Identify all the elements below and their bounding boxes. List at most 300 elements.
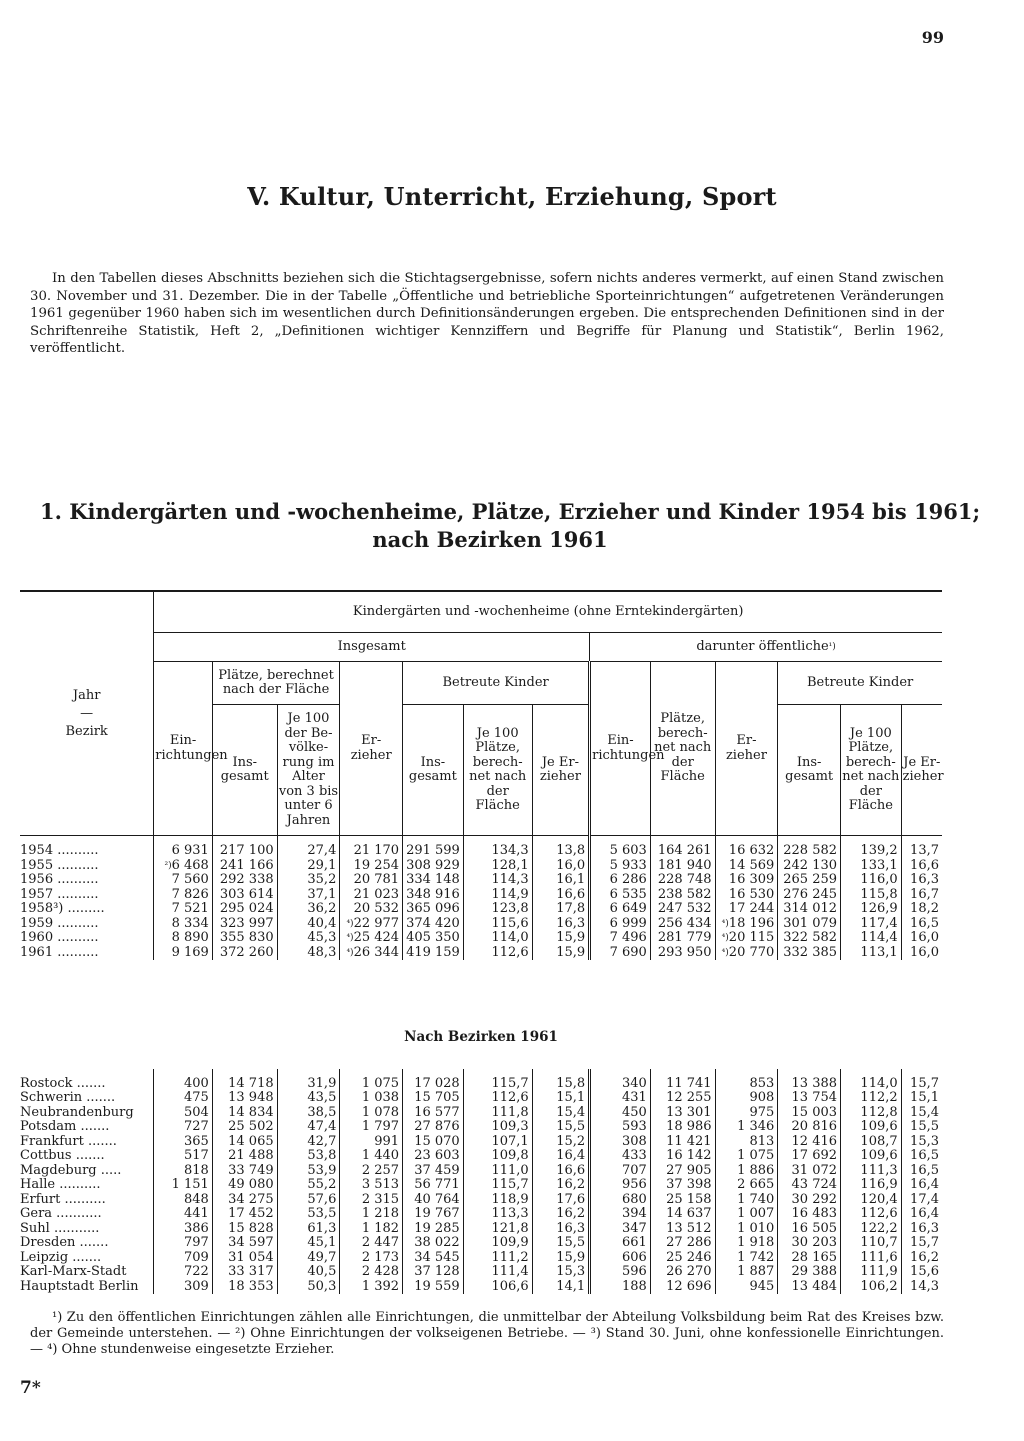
year-row-value: 17,8 (556, 901, 586, 916)
district-row-label (20, 1091, 154, 1106)
district-row-value: 42,7 (307, 1133, 337, 1149)
year-row-label (20, 836, 154, 859)
district-row-cell-c11 (778, 1207, 841, 1222)
district-row-cell-c7 (532, 1222, 589, 1237)
district-row-cell-c10 (715, 1178, 778, 1193)
district-row-value: 15,3 (556, 1264, 586, 1279)
year-row-cell-c6 (463, 931, 532, 946)
district-row-value: 504 (184, 1104, 209, 1120)
district-row-cell-c3 (277, 1069, 340, 1092)
year-row-value: 372 260 (219, 944, 274, 960)
district-row-cell-c7 (532, 1069, 589, 1092)
district-row-value: 1 392 (361, 1278, 400, 1294)
district-row-cell-c9 (650, 1149, 715, 1164)
table-title (40, 498, 981, 554)
district-row-value: 43,5 (307, 1090, 337, 1105)
district-row-value: 2 447 (361, 1235, 400, 1250)
col-public-children-total: Ins-gesamt (778, 705, 841, 836)
district-row-cell-c12 (841, 1280, 902, 1295)
year-row-cell-c7 (532, 859, 589, 874)
district-row-value: 109,6 (860, 1148, 898, 1163)
year-row-value: 16 632 (728, 843, 775, 858)
year-row-value: 7 560 (171, 872, 209, 887)
year-row-cell-c12 (841, 902, 902, 917)
district-row (20, 1091, 942, 1106)
district-row-cell-c11 (778, 1178, 841, 1193)
district-row-cell-c12 (841, 1236, 902, 1251)
year-row-value: 308 929 (406, 857, 460, 873)
district-row-value: 106,6 (491, 1278, 529, 1294)
district-row-value: 55,2 (307, 1177, 337, 1192)
district-row-cell-c8 (590, 1193, 651, 1208)
district-row-cell-c4 (340, 1207, 403, 1222)
district-row-cell-c1 (154, 1251, 213, 1266)
district-row-cell-c12 (841, 1251, 902, 1266)
year-row-cell-c11 (778, 917, 841, 932)
year-row-value: 16,1 (556, 872, 586, 887)
district-row-value: 1 918 (737, 1235, 775, 1250)
district-row-cell-c13 (901, 1091, 942, 1106)
year-row-value: 16,7 (910, 886, 939, 902)
district-row-cell-c3 (277, 1236, 340, 1251)
district-row (20, 1251, 942, 1266)
year-row-cell-c1 (154, 859, 213, 874)
district-row-value: 709 (184, 1249, 209, 1265)
district-row-cell-c5 (403, 1106, 464, 1121)
district-row-value: 15,7 (910, 1075, 939, 1091)
district-row-value: 50,3 (307, 1278, 337, 1294)
district-row-label (20, 1236, 154, 1251)
district-row-cell-c13 (901, 1164, 942, 1179)
year-row-value: 322 582 (783, 930, 838, 945)
year-row-value: 123,8 (491, 901, 529, 916)
district-row-cell-c10 (715, 1091, 778, 1106)
district-row-cell-c2 (212, 1280, 277, 1295)
year-row-value: 114,4 (860, 930, 898, 945)
district-row-value: 16,4 (910, 1177, 939, 1192)
district-row-value: 111,9 (860, 1264, 898, 1279)
district-row-value: 53,8 (307, 1148, 337, 1163)
header-group-public (590, 633, 942, 662)
district-row-cell-c5 (403, 1207, 464, 1222)
district-row-cell-c11 (778, 1280, 841, 1295)
col-children-per-educator: Je Er-zieher (532, 705, 589, 836)
district-row-label-text: Karl-Marx-Stadt (20, 1264, 127, 1279)
district-row-value: 475 (184, 1090, 209, 1105)
district-row-value: 114,0 (860, 1075, 898, 1091)
year-row-cell-c4 (340, 836, 403, 859)
district-row-value: 1 038 (361, 1090, 400, 1105)
district-row-cell-c7 (532, 1120, 589, 1135)
district-row-value: 17,6 (556, 1191, 586, 1207)
year-row-value: 20 781 (353, 872, 400, 887)
district-row-cell-c9 (650, 1222, 715, 1237)
district-row-cell-c13 (901, 1069, 942, 1092)
year-row-cell-c1 (154, 931, 213, 946)
year-row-label-text: 1955 .......... (20, 857, 99, 873)
district-row (20, 1120, 942, 1135)
year-row-value: 15,9 (556, 930, 586, 945)
district-row-cell-c8 (590, 1265, 651, 1280)
district-row-cell-c9 (650, 1207, 715, 1222)
district-row-cell-c6 (463, 1265, 532, 1280)
district-row-value: 53,5 (307, 1206, 337, 1221)
district-row-value: 17 692 (791, 1148, 838, 1163)
year-row-value: 314 012 (783, 901, 838, 916)
district-row-value: 16 142 (666, 1148, 712, 1163)
district-row-cell-c2 (212, 1265, 277, 1280)
district-row-cell-c7 (532, 1135, 589, 1150)
district-row (20, 1193, 942, 1208)
year-row-value: 16,3 (556, 915, 586, 931)
district-row-cell-c13 (901, 1193, 942, 1208)
year-row-footnote-mark: ⁴) (346, 933, 354, 943)
district-row-value: 112,6 (491, 1090, 529, 1105)
year-row-cell-c7 (532, 946, 589, 961)
district-row-cell-c9 (650, 1193, 715, 1208)
col-public-children-per-educator: Je Er-zieher (901, 705, 942, 836)
district-row-cell-c8 (590, 1149, 651, 1164)
year-row-label-text: 1960 .......... (20, 930, 99, 945)
year-row-cell-c3 (277, 931, 340, 946)
year-row-value: 228 582 (783, 843, 838, 858)
district-row-value: 14 637 (666, 1206, 712, 1221)
district-row-cell-c6 (463, 1193, 532, 1208)
year-row-value: 374 420 (406, 915, 460, 931)
district-row (20, 1236, 942, 1251)
district-row-cell-c11 (778, 1193, 841, 1208)
year-row-value: 134,3 (491, 843, 529, 858)
district-row-value: 16,2 (910, 1249, 939, 1265)
district-row-value: 14,3 (910, 1278, 939, 1294)
district-row-cell-c10 (715, 1149, 778, 1164)
district-row-value: 15,5 (910, 1119, 939, 1134)
district-row-value: 121,8 (491, 1220, 529, 1236)
district-row-value: 1 886 (737, 1162, 775, 1178)
district-row (20, 1222, 942, 1237)
year-row-value: 115,8 (860, 886, 898, 902)
year-row-cell-c11 (778, 888, 841, 903)
district-row-value: 441 (184, 1206, 209, 1221)
year-row-cell-c10 (715, 859, 778, 874)
year-row-value: 217 100 (219, 843, 274, 858)
year-row-value: 114,3 (491, 872, 529, 887)
district-row-value: 111,8 (491, 1104, 529, 1120)
district-row-cell-c8 (590, 1251, 651, 1266)
year-row-cell-c10 (715, 873, 778, 888)
district-row-value: 34 545 (414, 1249, 460, 1265)
year-row-label-text: 1958³) ......... (20, 901, 105, 916)
district-row-cell-c1 (154, 1149, 213, 1164)
col-children-per-100: Je 100 Plätze, berech-net nach der Fläche (463, 705, 532, 836)
district-row-cell-c4 (340, 1091, 403, 1106)
district-row-value: 37 128 (414, 1264, 460, 1279)
district-row-cell-c11 (778, 1135, 841, 1150)
district-row-cell-c4 (340, 1149, 403, 1164)
district-row-value: 15,8 (556, 1075, 586, 1091)
district-row-cell-c4 (340, 1120, 403, 1135)
year-row-value: 5 603 (609, 843, 647, 858)
district-row-cell-c1 (154, 1164, 213, 1179)
year-row-cell-c8 (590, 917, 651, 932)
year-row-cell-c10 (715, 902, 778, 917)
year-row-cell-c3 (277, 946, 340, 961)
col-children-total: Ins-gesamt (403, 705, 464, 836)
district-row-label-text: Leipzig ....... (20, 1249, 102, 1265)
district-row-value: 13 484 (791, 1278, 838, 1294)
district-row-cell-c12 (841, 1193, 902, 1208)
district-row-value: 2 428 (361, 1264, 400, 1279)
district-row-value: 29 388 (791, 1264, 838, 1279)
district-row-cell-c4 (340, 1280, 403, 1295)
district-row-cell-c2 (212, 1164, 277, 1179)
district-row-value: 13 301 (666, 1104, 712, 1120)
table-title-line-2: nach Bezirken 1961 (372, 527, 608, 552)
year-row-cell-c3 (277, 917, 340, 932)
year-row-value: 35,2 (307, 872, 337, 887)
district-row-value: 11 741 (666, 1075, 712, 1091)
district-row-value: 34 597 (228, 1235, 274, 1250)
year-row-value: 265 259 (783, 872, 838, 887)
year-row-value: 13,7 (910, 843, 939, 858)
district-row-cell-c9 (650, 1120, 715, 1135)
year-row-value: 301 079 (783, 915, 838, 931)
year-row-footnote-mark: ²) (164, 860, 172, 871)
district-row-value: 908 (749, 1090, 775, 1105)
year-row-value: 228 748 (657, 872, 712, 887)
district-row-value: 12 696 (666, 1278, 712, 1294)
year-row-value: 18,2 (910, 901, 939, 916)
district-row-value: 27 905 (666, 1162, 712, 1178)
district-row-value: 25 158 (666, 1191, 712, 1207)
district-row-value: 120,4 (860, 1191, 898, 1207)
year-row (20, 902, 942, 917)
year-row-cell-c3 (277, 836, 340, 859)
district-row-label (20, 1280, 154, 1295)
district-row-value: 111,0 (491, 1162, 529, 1178)
district-row-cell-c6 (463, 1106, 532, 1121)
year-row-value: 164 261 (657, 843, 712, 858)
district-row-value: 109,9 (491, 1235, 529, 1250)
year-row-value: 21 170 (353, 843, 400, 858)
year-row-cell-c9 (650, 859, 715, 874)
district-row-label-text: Neubrandenburg (20, 1104, 134, 1120)
district-row-value: 113,3 (491, 1206, 529, 1221)
district-row-cell-c11 (778, 1149, 841, 1164)
district-row-cell-c6 (463, 1091, 532, 1106)
year-row-value: 292 338 (219, 872, 274, 887)
year-row-value: 16,6 (556, 886, 586, 902)
district-row-label (20, 1207, 154, 1222)
year-row-cell-c6 (463, 902, 532, 917)
year-row-cell-c13 (901, 873, 942, 888)
district-row-label-text: Dresden ....... (20, 1235, 109, 1250)
district-row-label-text: Hauptstadt Berlin (20, 1278, 139, 1294)
district-row-cell-c5 (403, 1280, 464, 1295)
district-row-cell-c4 (340, 1265, 403, 1280)
year-row-value: 48,3 (307, 944, 337, 960)
district-row-value: 40 764 (414, 1191, 460, 1207)
year-row-cell-c8 (590, 902, 651, 917)
district-row-cell-c13 (901, 1106, 942, 1121)
district-row-value: 15,4 (556, 1104, 586, 1120)
district-row-value: 16 483 (791, 1206, 838, 1221)
year-row-label-text: 1954 .......... (20, 843, 99, 858)
district-row-cell-c6 (463, 1178, 532, 1193)
year-row-cell-c13 (901, 888, 942, 903)
district-row-value: 111,6 (860, 1249, 898, 1265)
year-row-cell-c13 (901, 836, 942, 859)
year-row-cell-c6 (463, 917, 532, 932)
year-row-cell-c13 (901, 946, 942, 961)
year-row-cell-c2 (212, 946, 277, 961)
year-row-value: 405 350 (406, 930, 460, 945)
district-row-cell-c10 (715, 1222, 778, 1237)
district-row-label-text: Gera ........... (20, 1206, 102, 1221)
header-group-public-label: darunter öffentliche (696, 638, 829, 654)
year-row-cell-c8 (590, 946, 651, 961)
district-row-value: 727 (184, 1119, 209, 1134)
district-row-cell-c12 (841, 1069, 902, 1092)
year-row-value: 16 530 (728, 886, 775, 902)
year-row-label (20, 888, 154, 903)
district-row-cell-c7 (532, 1149, 589, 1164)
year-row-cell-c6 (463, 836, 532, 859)
district-row-value: 53,9 (307, 1162, 337, 1178)
year-row-cell-c13 (901, 931, 942, 946)
district-row-label-text: Suhl ........... (20, 1220, 100, 1236)
sheet-mark: 7* (20, 1378, 41, 1398)
district-row-value: 26 270 (666, 1264, 712, 1279)
year-row-value: 16,5 (910, 915, 939, 931)
district-row-cell-c6 (463, 1222, 532, 1237)
year-row-cell-c6 (463, 859, 532, 874)
district-row-value: 2 315 (361, 1191, 400, 1207)
table-title-line-1: 1. Kindergärten und -wochenheime, Plätze, Erzieher und Kinder 1954 bis 1961; (40, 499, 981, 524)
district-row-value: 13 754 (791, 1090, 838, 1105)
year-row-footnote-mark: ⁴) (346, 918, 354, 929)
district-row-value: 347 (621, 1220, 647, 1236)
district-row-value: 450 (621, 1104, 647, 1120)
district-row-value: 15,1 (556, 1090, 586, 1105)
district-row-cell-c8 (590, 1280, 651, 1295)
district-row-cell-c12 (841, 1135, 902, 1150)
year-row-label-text: 1956 .......... (20, 872, 99, 887)
district-row-cell-c1 (154, 1265, 213, 1280)
district-row (20, 1207, 942, 1222)
year-row-value: 247 532 (657, 901, 712, 916)
year-row-cell-c11 (778, 931, 841, 946)
district-row-value: 1 007 (737, 1206, 775, 1221)
year-row-value: 16,0 (556, 857, 586, 873)
year-row-value: 16,0 (910, 944, 939, 960)
district-row-value: 15,5 (556, 1235, 586, 1250)
year-row-value: 7 521 (171, 901, 209, 916)
year-row-value: 181 940 (657, 857, 712, 873)
year-row-cell-c6 (463, 873, 532, 888)
year-row-label-text: 1961 .......... (20, 944, 99, 960)
page-number: 99 (921, 28, 944, 47)
district-row-value: 13 512 (666, 1220, 712, 1236)
district-row-value: 400 (184, 1075, 209, 1091)
district-row-cell-c5 (403, 1236, 464, 1251)
district-row-cell-c10 (715, 1106, 778, 1121)
district-row (20, 1178, 942, 1193)
district-row-value: 111,2 (491, 1249, 529, 1265)
year-row-cell-c8 (590, 873, 651, 888)
district-row-cell-c2 (212, 1149, 277, 1164)
district-row-value: 18 986 (666, 1119, 712, 1134)
year-row-value: 419 159 (406, 944, 460, 960)
district-row (20, 1265, 942, 1280)
year-row-label (20, 931, 154, 946)
district-row-value: 517 (184, 1148, 209, 1163)
district-row-cell-c11 (778, 1120, 841, 1135)
district-row-value: 18 353 (228, 1278, 274, 1294)
district-row-value: 1 182 (361, 1220, 400, 1236)
district-row-cell-c7 (532, 1164, 589, 1179)
district-row-cell-c8 (590, 1236, 651, 1251)
district-row-cell-c8 (590, 1106, 651, 1121)
year-row-value: 20 532 (353, 901, 400, 916)
year-row-value: 21 023 (353, 886, 400, 902)
year-row-cell-c4 (340, 902, 403, 917)
district-row-label-text: Magdeburg ..... (20, 1162, 122, 1178)
district-row-value: 394 (621, 1206, 647, 1221)
district-row-value: 34 275 (228, 1191, 274, 1207)
district-row-cell-c12 (841, 1106, 902, 1121)
year-row-value: 114,9 (491, 886, 529, 902)
year-row-cell-c5 (403, 917, 464, 932)
district-row-cell-c12 (841, 1120, 902, 1135)
district-row-value: 107,1 (491, 1133, 529, 1149)
district-row-label (20, 1120, 154, 1135)
district-row-cell-c2 (212, 1091, 277, 1106)
district-row-value: 431 (621, 1090, 647, 1105)
district-row-cell-c13 (901, 1149, 942, 1164)
district-row-cell-c3 (277, 1106, 340, 1121)
district-row-cell-c1 (154, 1091, 213, 1106)
year-row-value: 19 254 (353, 857, 400, 873)
district-row (20, 1069, 942, 1092)
district-row-cell-c6 (463, 1069, 532, 1092)
year-row-cell-c12 (841, 873, 902, 888)
year-row-value: 45,3 (307, 930, 337, 945)
year-row-value: 348 916 (406, 886, 460, 902)
year-row-cell-c1 (154, 873, 213, 888)
year-row-value: 16,6 (910, 857, 939, 873)
year-row-value: 112,6 (491, 944, 529, 960)
district-row-value: 17,4 (910, 1191, 939, 1207)
district-row-value: 16,5 (910, 1148, 939, 1163)
stub-header-district: Bezirk (65, 723, 108, 739)
district-row-value: 3 513 (361, 1177, 400, 1192)
district-row-cell-c5 (403, 1120, 464, 1135)
district-row-cell-c10 (715, 1236, 778, 1251)
year-row-value: 281 779 (657, 930, 712, 945)
year-row-cell-c8 (590, 888, 651, 903)
district-row-cell-c5 (403, 1164, 464, 1179)
year-row-cell-c7 (532, 931, 589, 946)
district-row-value: 14 065 (228, 1133, 274, 1149)
district-row-cell-c2 (212, 1120, 277, 1135)
district-row-cell-c9 (650, 1236, 715, 1251)
district-row-value: 853 (749, 1075, 775, 1091)
district-row-value: 20 816 (791, 1119, 838, 1134)
district-row-cell-c11 (778, 1236, 841, 1251)
district-row-cell-c1 (154, 1222, 213, 1237)
year-row-cell-c2 (212, 836, 277, 859)
